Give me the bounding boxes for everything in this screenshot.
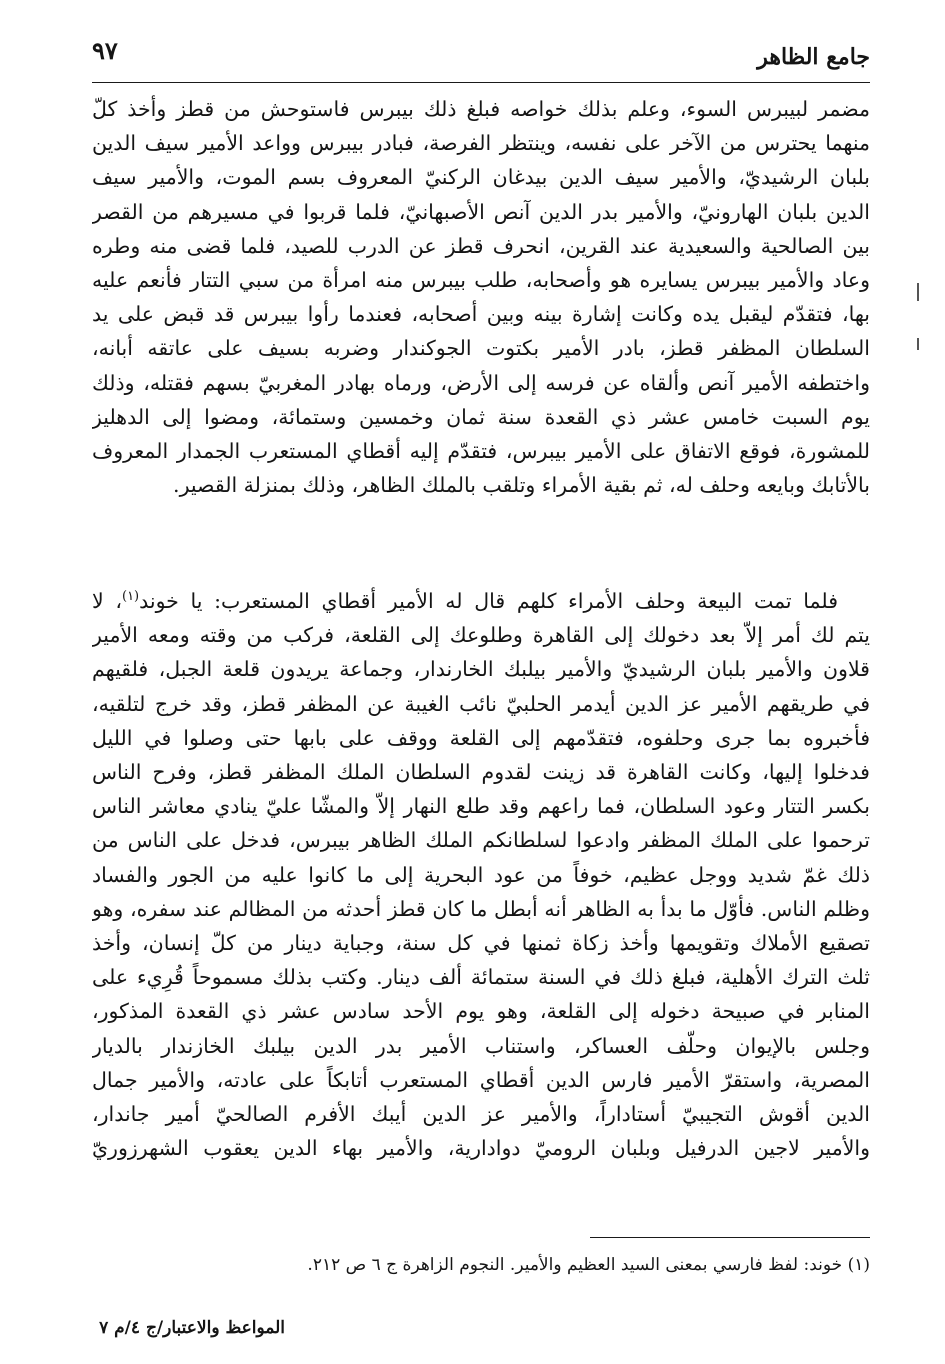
footnote: (١) خوند: لفظ فارسي بمعنى السيد العظيم والأمير. النجوم الزاهرة ج ٦ ص ٢١٢. (307, 1255, 870, 1275)
text-line: للمشورة، فوقع الاتفاق على الأمير بيبرس، فتقدّم إليه أقطاي المستعرب الجمدار المعروف (92, 439, 870, 464)
first-line-tail: ، لا (92, 589, 122, 613)
text-line: وجلس بالإيوان وحلّف العساكر، واستناب الأمير بدر الدين بيلبك الخازندار بالديار (92, 1033, 870, 1058)
text-line: يوم السبت خامس عشر ذي القعدة سنة ثمان وخمسين وستمائة، ومضوا إلى الدهليز (92, 404, 870, 429)
paragraph-2 (92, 584, 870, 1165)
footnote-divider (590, 1237, 870, 1238)
text-line: بالأتابك وبايعه وحلف له، ثم بقية الأمراء وتلقب بالملك الظاهر، وذلك بمنزلة القصير. (173, 473, 870, 498)
text-line: السلطان المظفر قطز، بادر الأمير بكتوت الجوكندار وضربه بسيف على عاتقه أبانه، (92, 336, 870, 361)
running-header (92, 30, 870, 83)
text-line: في طريقهم الأمير عز الدين أيدمر الحلبيّ نائب الغيبة عن المظفر قطز، وقد خرج لتلقيه، (92, 691, 870, 716)
chapter-title: جامع الظاهر (757, 44, 870, 70)
margin-mark (917, 283, 919, 301)
text-line: والأمير لاجين الدرفيل وبلبان الروميّ دوادارية، والأمير بهاء الدين يعقوب الشهرزوريّ (92, 1136, 870, 1161)
text-line-first (92, 584, 870, 618)
text-line: واختطفه الأمير آنص وألقاه عن فرسه إلى الأرض، ورماه بهادر المغربيّ بسهم فقتله، وذلك (92, 370, 870, 395)
text-line: وعاد والأمير بيبرس يسايره هو وأصحابه، طلب بيبرس منه امرأة من سبي التتار فأنعم عليه (92, 268, 870, 293)
text-line: فأخبروه بما جرى وحلفوه، فتقدّمهم إلى القلعة ووقف على بابها حتى وصلوا في الليل (92, 725, 870, 750)
text-line: بلبان الرشيديّ، والأمير سيف الدين بيدغان الركنيّ المعروف بسم الموت، والأمير سيف (92, 165, 870, 190)
book-signature: المواعظ والاعتبار/ج ٤/م ٧ (99, 1318, 285, 1338)
text-line: المصرية، واستقرّ الأمير فارس الدين أقطاي المستعرب أتابكاً على عادته، والأمير جمال (92, 1067, 870, 1092)
text-line: بها، فتقدّم ليقبل يده وكانت إشارة بينه وبين أصحابه، فعندما رأوا بيبرس قد قبض على يد (92, 302, 870, 327)
text-line: مضمر لبيبرس السوء، وعلم بذلك خواصه فبلغ ذلك بيبرس فاستوحش من قطز وأخذ كلّ (92, 97, 870, 121)
text-line: ثلث الترك الأهلية، فبلغ ذلك في السنة ستمائة ألف دينار. وكتب بذلك مسموحاً قُرِيء على (92, 965, 870, 990)
text-line: فدخلوا إليها، وكانت القاهرة قد زينت لقدوم السلطان الملك المظفر قطز، وفرح الناس (92, 760, 870, 785)
text-line: يتم لك أمر إلاّ بعد دخولك إلى القاهرة وطلوعك إلى القلعة، فركب من وقته ومعه الأمير (92, 623, 870, 648)
text-line: وظلم الناس. فأوّل ما بدأ به الظاهر أنه أبطل ما كان قطز أحدثه من المظالم عند سفره، وهو (92, 896, 870, 921)
text-line: تصقيع الأملاك وتقويمها وأخذ زكاة ثمنها في كل سنة، وجباية دينار من كلّ إنسان، وأخذ (92, 931, 870, 956)
text-line: بكسر التتار وعود السلطان، فما راعهم وقد طلع النهار إلاّ والمشّا عليّ ينادي معاشر الناس (92, 794, 870, 819)
text-line: ترحموا على الملك المظفر وادعوا لسلطانكم الملك الظاهر بيبرس، فدخل على الناس من (92, 828, 870, 853)
text-line: الدين أقوش التجيبيّ أستاداراً، والأمير عز الدين أيبك الأفرم الصالحيّ أمير جاندار، (92, 1102, 870, 1127)
text-line: قلاون والأمير بلبان الرشيديّ والأمير بيلبك الخارندار، وجماعة يريدون قلعة الجبل، فلقيهم (92, 657, 870, 682)
footnote-reference[interactable]: (١) (121, 589, 140, 605)
margin-mark (917, 338, 919, 350)
text-line: بين الصالحية والسعيدية عند القرين، انحرف قطز عن الدرب للصيد، فلما قضى منه وطره (92, 233, 870, 258)
first-line-text: فلما تمت البيعة وحلف الأمراء كلهم قال له الأمير أقطاي المستعرب: يا خوند (139, 589, 838, 613)
text-line: المنابر في صبيحة دخوله إلى القلعة، وهو يوم الأحد سادس عشر ذي القعدة المذكور، (92, 999, 870, 1024)
page-number: ٩٧ (92, 36, 118, 65)
text-line: الدين بلبان الهارونيّ، والأمير بدر الدين آنص الأصبهانيّ، فلما قربوا في مسيرهم من القصر (92, 199, 870, 224)
text-line: ذلك غمّ شديد ووجل عظيم، خوفاً من عود البحرية إلى ما كانوا عليه من الجور والفساد (92, 862, 870, 887)
paragraph-1 (92, 92, 870, 502)
text-line: منهما يحترس من الآخر على نفسه، وينتظر الفرصة، فبادر بيبرس وواعد الأمير سيف الدين (92, 131, 870, 156)
